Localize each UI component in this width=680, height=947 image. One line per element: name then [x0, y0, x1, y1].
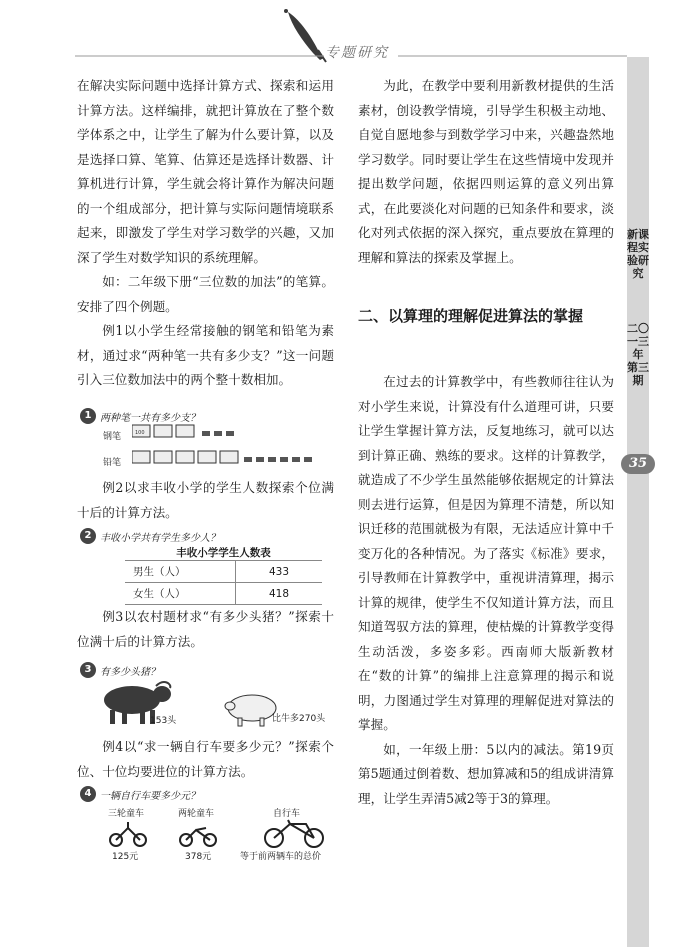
buffalo-count: 153头: [150, 716, 177, 726]
paragraph: 例2以求丰收小学的学生人数探索个位满十后的计算方法。: [77, 480, 334, 520]
paragraph: 在过去的计算教学中，有些教师往往认为对小学生来说，计算没有什么道理可讲，只要让学生掌握计算方法，反复地练习，就可以达到计算正确、熟练的要求。这样的计算教学，就造成了不少学生虽然能够依据规定的计算法则去进行运算，但是因为算理不清楚，所以知识迁移的范围就极为有限，无法适应计算中千变万化的各种情况。为了落实《标准》要求，引导教师在计算教学中，重视讲清算理，揭示计算的规律，使学生不仅知道计算方法，而且知道驾驭方法的算理，使枯燥的计算教学变得生动活泼，多姿多彩。西南师大版新教材在“数的计算”的编排上注意算理的揭示和说明，力图通过学生对算理的理解促进对算法的掌握。: [358, 374, 614, 732]
bicycle-icon: [262, 816, 326, 848]
row-label: 男生（人）: [125, 561, 236, 583]
page-number: 35: [621, 454, 655, 474]
pen-boxes-illustration: [132, 421, 332, 471]
example-badge: 2: [80, 528, 96, 544]
kids-bike-name: 两轮童车: [178, 809, 215, 819]
paragraph: 如：二年级下册“三位数的加法”的笔算。安排了四个例题。: [77, 274, 334, 314]
paragraph: 为此，在教学中要利用新教材提供的生活素材，创设教学情境，引导学生积极主动地、自觉自愿地参与到数学学习中来，兴趣盎然地学习数学。同时要让学生在这些情境中发现并提出数学问题，依据四则运算的意义列出算式，在此要淡化对问题的已知条件和要求，淡化对列式依据的深入探究，重点要放在算理的理解和算法的探索及掌握上。: [358, 78, 614, 265]
tricycle-price: 125元: [112, 852, 139, 862]
section-title: 专题研究: [325, 45, 389, 61]
journal-name: 新课程实验研究: [627, 228, 649, 280]
row-value: 418: [236, 583, 323, 605]
right-column-top: [358, 74, 614, 270]
paragraph: 在解决实际问题中选择计算方式、探索和运用计算方法。这样编排，就把计算放在了整个数学体系之中，让学生了解为什么要计算，以及是选择口算、笔算、估算还是选择计数器、计算机进行计算，学生就会将计算作为解决问题的一个组成部分，把计算与实际问题情境联系起来，即激发了学生对学习数学的兴趣，又加深了学生对数学知识的系统理解。: [77, 78, 334, 265]
example-question: 有多少头猪？: [100, 667, 160, 678]
left-column-mid: [77, 476, 334, 525]
page-header: [0, 0, 680, 70]
paragraph: 例4以“求一辆自行车要多少元？”探索个位、十位均要进位的计算方法。: [77, 739, 334, 779]
table-row: [125, 561, 322, 583]
issue-label: 二〇一三年 第三期: [627, 322, 649, 387]
table-row: [125, 583, 322, 605]
example-badge: 3: [80, 662, 96, 678]
left-column: [77, 74, 334, 393]
row-value: 433: [236, 561, 323, 583]
kids-bike-icon: [178, 818, 218, 848]
pencil-label: 铅笔: [103, 458, 122, 468]
paragraph: 例1以小学生经常接触的钢笔和铅笔为素材，通过求“两种笔一共有多少支？”这一问题引入三位数加法中的两个整十数相加。: [77, 323, 334, 387]
row-label: 女生（人）: [125, 583, 236, 605]
example-badge: 1: [80, 408, 96, 424]
pig-count: 比牛多270头: [272, 714, 326, 724]
pen-label: 钢笔: [103, 432, 122, 442]
left-column-bottom: [77, 735, 334, 784]
paragraph: 如，一年级上册：5以内的减法。第19页第5题通过倒着数、想加算减和5的组成讲清算理，让学生弄清5减2等于3的算理。: [358, 741, 614, 806]
bicycle-price: 等于前两辆车的总价: [240, 852, 322, 862]
side-strip: [627, 57, 649, 947]
example-question: 丰收小学共有学生多少人？: [100, 533, 220, 544]
section-heading: 二、以算理的理解促进算法的掌握: [358, 307, 584, 325]
student-count-table: [125, 560, 322, 605]
example-badge: 4: [80, 786, 96, 802]
kids-bike-price: 378元: [185, 852, 212, 862]
left-column-lower: [77, 605, 334, 654]
box-label: 100: [135, 430, 145, 436]
bicycle-name: 自行车: [273, 809, 301, 819]
example-question: 一辆自行车要多少元？: [100, 791, 200, 802]
example-question: 两种笔一共有多少支？: [100, 413, 200, 424]
tricycle-icon: [108, 818, 148, 848]
header-rule: [0, 0, 680, 70]
right-column-bottom: [358, 370, 614, 811]
tricycle-name: 三轮童车: [108, 809, 145, 819]
table-title: 丰收小学学生人数表: [176, 547, 271, 559]
paragraph: 例3以农村题材求“有多少头猪？”探索十位满十后的计算方法。: [77, 609, 334, 649]
